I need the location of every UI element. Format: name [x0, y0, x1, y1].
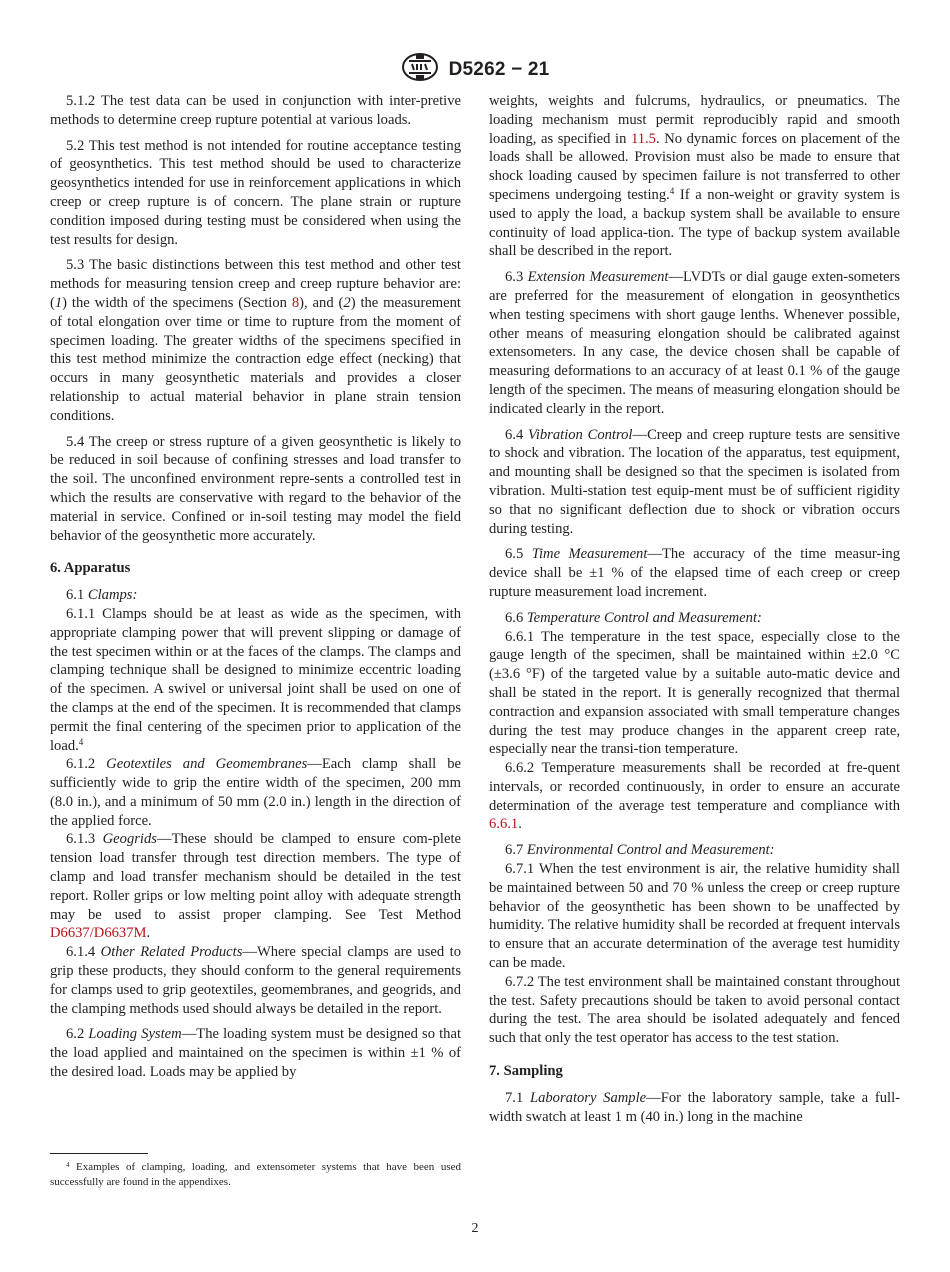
para-5-2: 5.2 This test method is not intended for routine acceptance testing of geosynthetics. This test method should be used to characterize geosynthetics intended for use in reinforcement applications in which creep or creep rupture is of concern. The plane strain or rupture condition imposed during testing must be considered when using the test results for design.	[50, 137, 461, 248]
para-6-7-1: 6.7.1 When the test environment is air, the relative humidity shall be maintained between 50 and 70 % unless the creep or creep rupture behavior of the geosynthetic has been shown to be unaffected by humidity. The relative humidity shall be recorded at frequent intervals to ensure that an accurate determination of the average test humidity can be made.	[489, 861, 900, 972]
para-6-1-3: 6.1.3 Geogrids—These should be clamped to ensure com-plete tension load transfer through test direction members. The type of clamp and load transfer mechanism should be detailed in the test report. Roller grips or low melting point alloy with adequate strength may be used to assist proper clamping. See Test Method D6637/D6637M.	[50, 831, 461, 942]
page-header	[0, 52, 950, 87]
para-6-1: 6.1 Clamps:	[66, 587, 138, 604]
footnote-ref[interactable]: 4	[78, 736, 84, 747]
para-6-6-1: 6.6.1 The temperature in the test space, especially close to the gauge length of the specimen, shall be maintained within ±2.0 °C (±3.6 °F) of the targeted value by a suitable auto-matic device and shall be stated in the report. It is generally recognized that thermal contraction and expansion associated with small temperature changes during the test may produce changes in the apparent creep rate, especially near the transi-tion temperature.	[489, 628, 900, 758]
para-6-4: 6.4 Vibration Control—Creep and creep rupture tests are sensitive to shock and vibration. The location of the apparatus, test equipment, and mounting shall be designed so that the specimen is isolated from vibration. Multi-station test equip-ment must be of sufficient rigidity so that no significant deflection due to shock or vibration occurs during testing.	[489, 426, 900, 537]
right-column	[489, 92, 900, 1133]
footnote-divider	[50, 1153, 148, 1154]
left-column	[50, 92, 461, 1089]
para-6-6-2: 6.6.2 Temperature measurements shall be recorded at fre-quent intervals, or recorded continuously, in order to ensure an accurate determination of the average test temperature and compliance with 6.6.1.	[489, 760, 900, 833]
para-6-2: 6.2 Loading System—The loading system must be designed so that the load applied and maintained on the specimen is within ±1 % of the desired load. Loads may be applied by	[50, 1026, 462, 1081]
para-6-7-2: 6.7.2 The test environment shall be maintained constant throughout the test. Safety precautions should be taken to avoid personal contact during the test. The area should be isolated adequately and fenced such that only the test operator has access to the test station.	[489, 973, 900, 1047]
para-6-5: 6.5 Time Measurement—The accuracy of the time measur-ing device shall be ±1 % of the elapsed time of each creep or creep rupture measurement load increment.	[489, 546, 901, 600]
astm-logo-icon	[401, 52, 439, 87]
document-id: D5262 − 21	[448, 58, 550, 80]
para-6-1-2: 6.1.2 Geotextiles and Geomembranes—Each clamp shall be sufficiently wide to grip the entire width of the specimen, 200 mm (8.0 in.), and a minimum of 50 mm (2.0 in.) length in the direction of the applied force.	[50, 756, 461, 829]
para-6-2-continued: weights, weights and fulcrums, hydraulics, or pneumatics. The loading mechanism must permit reproducibly rapid and smooth loading, as specified in 11.5. No dynamic forces on placement of the loads shall be allowed. Provision must also be made to ensure that shock loading caused by specimen failure is not transferred to other specimens undergoing testing.$^4$ If a non-weight or gravity system is used to apply the load, a backup system shall be available to ensure continuity of load applica-tion. The type of backup system available shall be described in the report.	[489, 93, 900, 260]
para-6-1-1: 6.1.1 Clamps should be at least as wide as the specimen, with appropriate clamping power that will prevent slipping or damage of the test specimen within or at the faces of the clamps. The clamps and clamping technique shall be designed to minimize eccentric loading of the specimen. A swivel or universal joint shall be used on one of the clamps at the end of the specimen. It is recommended that clamps permit the final centering of the specimen prior to application of the load.$^4$	[50, 605, 461, 754]
para-6-1-4: 6.1.4 Other Related Products—Where special clamps are used to grip these products, they should conform to the general requirements for clamps used to grip geotextiles, geomembranes, and geogrids, and the clamping methods used should always be detailed in the report.	[50, 944, 461, 1017]
section-heading-apparatus: 6. Apparatus	[50, 560, 131, 577]
link-11-5[interactable]: 11.5	[630, 130, 656, 147]
para-5-3: 5.3 The basic distinctions between this test method and other test methods for measuring tension creep and creep rupture behavior are: (1) the width of the specimens (Section 8), and (2) the measurement of total elongation over time or time to rupture from the moment of specimen loading. The greater widths of the specimens specified in this test method minimize the contraction edge effect (necking) that occurs in many geosynthetic materials and provides a closer relationship to actual material behavior in plane strain tension conditions.	[50, 257, 461, 424]
section-heading-sampling: 7. Sampling	[489, 1063, 563, 1080]
link-section-8[interactable]: 8	[291, 294, 300, 311]
link-6-6-1[interactable]: 6.6.1	[489, 816, 519, 833]
para-5-1-2: 5.1.2 The test data can be used in conjunction with inter-pretive methods to determine creep rupture potential at various loads.	[50, 93, 461, 128]
footnote-ref[interactable]: 4	[669, 185, 675, 196]
para-6-6: 6.6 Temperature Control and Measurement:	[505, 609, 762, 626]
para-6-3: 6.3 Extension Measurement—LVDTs or dial gauge exten-someters are preferred for the measurement of elongation in geosynthetics when testing specimens with short gauge lenths. Whenever possible, other means of measuring elongation should be calibrated against extensometers. In any case, the device chosen shall be capable of measuring deformations to an accuracy of at least 0.1 % of the gauge length of the specimen. The means of measuring elongation should be indicated clearly in the report.	[489, 269, 901, 417]
page-number: 2	[471, 1221, 479, 1236]
link-d6637[interactable]: D6637/D6637M	[50, 925, 147, 942]
para-5-4: 5.4 The creep or stress rupture of a given geosynthetic is likely to be reduced in soil because of confining stresses and load transfer to the soil. The unconfined environment repre-sents a controlled test in which the results are conservative with regard to the behavior of the material in service. Confined or in-soil testing may model the field behavior of the geosynthetic more accurately.	[50, 433, 461, 544]
para-6-7: 6.7 Environmental Control and Measurement:	[505, 842, 775, 859]
para-7-1: 7.1 Laboratory Sample—For the laboratory sample, take a full-width swatch at least 1 m (40 in.) long in the machine	[489, 1089, 901, 1125]
footnote: $^4$ Examples of clamping, loading, and extensometer systems that have been used successfully are found in the appendixes.	[50, 1161, 461, 1188]
